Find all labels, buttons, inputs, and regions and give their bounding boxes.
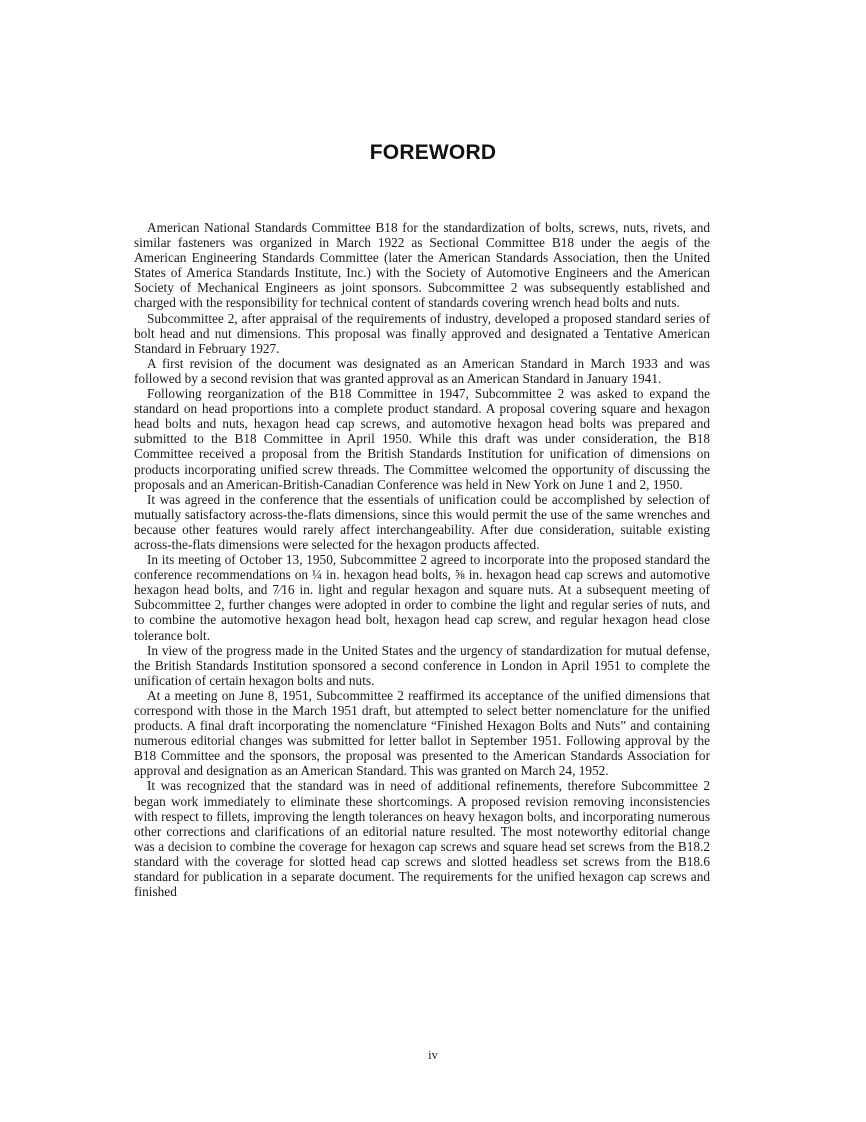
paragraph: In view of the progress made in the United States and the urgency of standardization for mutual defense, the British Standards Institution sponsored a second conference in London in April 1951 to complete the unification of certain hexagon bolts and nuts.	[134, 642, 710, 688]
paragraph: It was agreed in the conference that the essentials of unification could be accomplished by selection of mutually satisfactory across-the-flats dimensions, since this would permit the use of the same wrenches and because other features would rarely affect interchangeability. After due consideration, suitable existing across-the-flats dimensions were selected for the hexagon products affected.	[134, 491, 710, 552]
paragraph: It was recognized that the standard was in need of additional refinements, therefore Subcommittee 2 began work immediately to eliminate these shortcomings. A proposed revision removing inconsistencies with respect to fillets, improving the length tolerances on heavy hexagon bolts, and incorporating numerous other corrections and clarifications of an editorial nature resulted. The most noteworthy editorial change was a decision to combine the coverage for hexagon cap screws and square head set screws from the B18.2 standard with the coverage for slotted head cap screws and slotted headless set screws from the B18.6 standard for publication in a separate document. The requirements for the unified hexagon cap screws and finished	[134, 778, 710, 900]
paragraph: A first revision of the document was designated as an American Standard in March 1933 and was followed by a second revision that was granted approval as an American Standard in January 1941.	[134, 355, 710, 386]
paragraph: Following reorganization of the B18 Committee in 1947, Subcommittee 2 was asked to expand the standard on head proportions into a complete product standard. A proposal covering square and hexagon head bolts and nuts, hexagon head cap screws, and automotive hexagon head bolts was prepared and submitted to the B18 Committee in April 1950. While this draft was under consideration, the B18 Committee received a proposal from the British Standards Institution for unification of dimensions on products incorporating unified screw threads. The Committee welcomed the opportunity of discussing the proposals and an American-British-Canadian Conference was held in New York on June 1 and 2, 1950.	[134, 386, 710, 492]
page-title: FOREWORD	[369, 141, 497, 164]
paragraph: In its meeting of October 13, 1950, Subcommittee 2 agreed to incorporate into the proposed standard the conference recommendations on ¼ in. hexagon head bolts, ⅝ in. hexagon head cap screws and automotive hexagon head bolts, and 7⁄16 in. light and regular hexagon and square nuts. At a subsequent meeting of Subcommittee 2, further changes were adopted in order to combine the light and regular series of nuts, and to combine the automotive hexagon head bolt, hexagon head cap screw, and regular hexagon head close tolerance bolt.	[134, 552, 710, 643]
page-number: iv	[428, 1048, 438, 1062]
paragraph: Subcommittee 2, after appraisal of the requirements of industry, developed a proposed standard series of bolt head and nut dimensions. This proposal was finally approved and designated a Tentative American Standard in February 1927.	[134, 310, 710, 356]
foreword-body	[134, 220, 710, 899]
paragraph: At a meeting on June 8, 1951, Subcommittee 2 reaffirmed its acceptance of the unified dimensions that correspond with those in the March 1951 draft, but attempted to select better nomenclature for the unified products. A final draft incorporating the nomenclature “Finished Hexagon Bolts and Nuts” and containing numerous editorial changes was submitted for letter ballot in September 1951. Following approval by the B18 Committee and the sponsors, the proposal was presented to the American Standards Association for approval and designation as an American Standard. This was granted on March 24, 1952.	[134, 687, 710, 779]
paragraph: American National Standards Committee B18 for the standardization of bolts, screws, nuts, rivets, and similar fasteners was organized in March 1922 as Sectional Committee B18 under the aegis of the American Engineering Standards Committee (later the American Standards Association, then the United States of America Standards Institute, Inc.) with the Society of Automotive Engineers and the American Society of Mechanical Engineers as joint sponsors. Subcommittee 2 was subsequently established and charged with the responsibility for technical content of standards covering wrench head bolts and nuts.	[134, 220, 710, 311]
